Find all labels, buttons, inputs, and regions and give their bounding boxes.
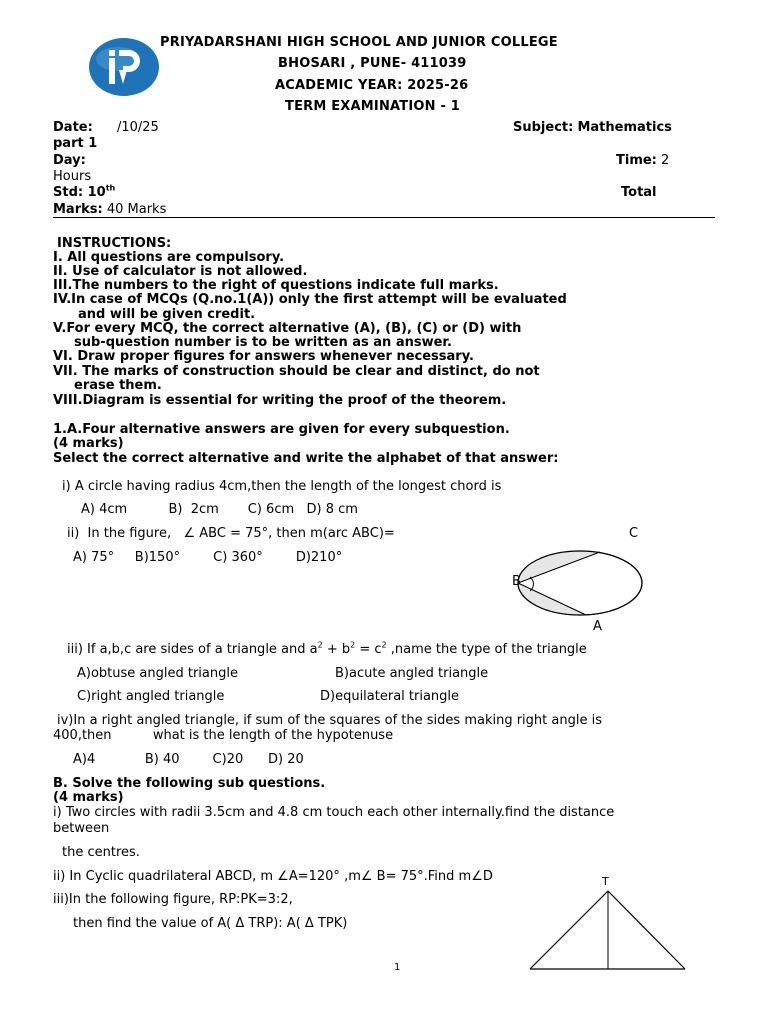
q3-sup-a: 2: [317, 640, 323, 650]
question-a3: [67, 642, 587, 657]
instruction-6: VI. Draw proper figures for answers whenever necessary.: [53, 349, 474, 364]
instruction-5: V.For every MCQ, the correct alternative (A), (B), (C) or (D) with: [53, 321, 522, 336]
question-a4-line2: 400,then what is the length of the hypotenuse: [53, 728, 394, 743]
question-a4-line1: iv)In a right angled triangle, if sum of the squares of the sides making right angle is: [57, 713, 602, 728]
subject-continuation: part 1: [53, 136, 98, 151]
figure1-label-a: A: [593, 619, 602, 634]
question-a3-option-a: A)obtuse angled triangle: [77, 666, 238, 681]
question-a2: ii) In the figure, ∠ ABC = 75°, then m(arc ABC)=: [67, 526, 395, 541]
question-a1-options: A) 4cm B) 2cm C) 6cm D) 8 cm: [81, 502, 358, 517]
school-name: PRIYADARSHANI HIGH SCHOOL AND JUNIOR COLLEGE: [160, 35, 558, 50]
section-a-marks: (4 marks): [53, 436, 124, 451]
instruction-7: VII. The marks of construction should be clear and distinct, do not: [53, 364, 540, 379]
section-a-title: 1.A.Four alternative answers are given for every subquestion.: [53, 422, 510, 437]
question-a4-options: A)4 B) 40 C)20 D) 20: [73, 752, 304, 767]
circle-figure: [508, 545, 648, 635]
school-logo: [88, 37, 160, 97]
triangle-figure: [525, 888, 690, 973]
question-a3-option-c: C)right angled triangle: [77, 689, 225, 704]
question-a2-options: A) 75° B)150° C) 360° D)210°: [73, 550, 343, 565]
std-value: 10: [87, 185, 106, 200]
q3-sup-b: 2: [350, 640, 356, 650]
date-row: [53, 120, 159, 135]
instruction-8: VIII.Diagram is essential for writing the proof of the theorem.: [53, 393, 507, 408]
date-label: Date:: [53, 120, 93, 135]
std-superscript: th: [105, 183, 116, 193]
header-divider: [53, 217, 715, 218]
subject-value: Mathematics: [577, 120, 672, 135]
figure2-label-t: T: [602, 875, 609, 888]
q3-part3: = c: [355, 642, 382, 657]
time-label: Time:: [616, 153, 657, 168]
section-b-title: B. Solve the following sub questions.: [53, 776, 326, 791]
question-b1-line3: the centres.: [62, 845, 140, 860]
question-b3-line2: then find the value of A( Δ TRP): A( Δ TPK): [73, 916, 348, 931]
figure1-label-c: C: [629, 526, 639, 541]
question-b3-line1: iii)In the following figure, RP:PK=3:2,: [53, 892, 293, 907]
question-a1: i) A circle having radius 4cm,then the length of the longest chord is: [62, 479, 502, 494]
time-row: [616, 153, 669, 168]
subject-label: Subject:: [513, 120, 574, 135]
marks-row: [53, 202, 166, 217]
date-value: /10/25: [116, 120, 159, 135]
exam-title: TERM EXAMINATION - 1: [285, 99, 461, 114]
instruction-3: III.The numbers to the right of questions indicate full marks.: [53, 278, 499, 293]
question-a3-option-d: D)equilateral triangle: [320, 689, 460, 704]
std-label: Std:: [53, 185, 84, 200]
std-row: [53, 185, 115, 200]
q3-part1: iii) If a,b,c are sides of a triangle and a: [67, 642, 318, 657]
instructions-title: INSTRUCTIONS:: [57, 236, 172, 251]
academic-year: ACADEMIC YEAR: 2025-26: [275, 78, 469, 93]
marks-label: Marks:: [53, 202, 103, 217]
section-b-marks: (4 marks): [53, 790, 124, 805]
time-continuation: Hours: [53, 169, 92, 184]
figure1-label-b: B: [512, 574, 521, 589]
q3-part2: + b: [322, 642, 351, 657]
school-address: BHOSARI , PUNE- 411039: [278, 56, 467, 71]
marks-value: 40 Marks: [106, 202, 167, 217]
total-label: Total: [621, 185, 657, 200]
instruction-1: I. All questions are compulsory.: [53, 250, 285, 265]
q3-sup-c: 2: [381, 640, 387, 650]
instruction-2: II. Use of calculator is not allowed.: [53, 264, 308, 279]
time-value: 2: [661, 153, 670, 168]
subject-row: [513, 120, 672, 135]
day-label: Day:: [53, 153, 86, 168]
instruction-5-cont: sub-question number is to be written as an answer.: [74, 335, 452, 350]
section-a-subtitle: Select the correct alternative and write the alphabet of that answer:: [53, 451, 559, 466]
instruction-4-cont: and will be given credit.: [78, 307, 256, 322]
question-a3-option-b: B)acute angled triangle: [335, 666, 489, 681]
instruction-7-cont: erase them.: [74, 378, 162, 393]
question-b1-line1: i) Two circles with radii 3.5cm and 4.8 cm touch each other internally.find the distance: [53, 805, 615, 820]
page-number: 1: [394, 962, 401, 973]
q3-part4: ,name the type of the triangle: [386, 642, 587, 657]
instruction-4: IV.In case of MCQs (Q.no.1(A)) only the first attempt will be evaluated: [53, 292, 567, 307]
question-b1-line2: between: [53, 821, 110, 836]
question-b2: ii) In Cyclic quadrilateral ABCD, m ∠A=120° ,m∠ B= 75°.Find m∠D: [53, 869, 493, 884]
